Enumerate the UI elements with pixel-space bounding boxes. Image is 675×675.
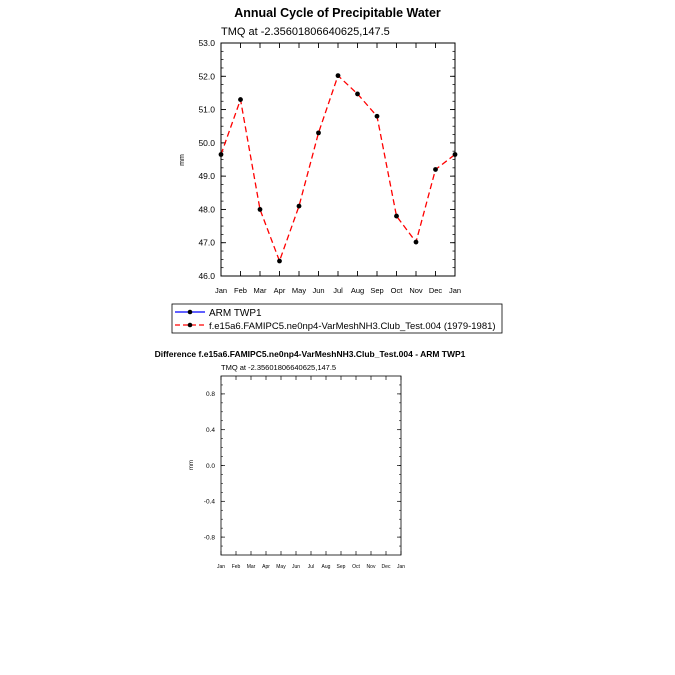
legend-label-model: f.e15a6.FAMIPC5.ne0np4-VarMeshNH3.Club_Test.004 (1979-1981): [209, 321, 496, 332]
difference-chart: [155, 349, 466, 570]
x-tick-label: Aug: [350, 286, 365, 295]
data-point: [297, 204, 302, 209]
y-tick-label: 0.4: [205, 426, 215, 434]
data-point: [394, 214, 399, 219]
data-point: [316, 130, 321, 135]
x-tick-label: Mar: [246, 564, 256, 570]
x-tick-label: Mar: [253, 286, 267, 295]
x-tick-label: Nov: [366, 564, 376, 570]
x-tick-label: Jun: [312, 286, 325, 295]
x-tick-label: Feb: [234, 286, 247, 295]
data-point: [414, 240, 419, 245]
difference-x-tick-labels: [217, 564, 405, 570]
x-tick-label: Feb: [231, 564, 241, 570]
top-series-layer: [219, 73, 458, 263]
x-tick-label: Jul: [333, 286, 343, 295]
x-tick-label: Oct: [390, 286, 403, 295]
y-tick-label: 52.0: [198, 71, 215, 82]
x-tick-label: Jul: [307, 564, 315, 570]
data-point: [238, 97, 243, 102]
y-tick-label: 48.0: [198, 204, 215, 215]
x-tick-label: Jun: [291, 564, 301, 570]
legend-marker-arm-twp1: [188, 310, 193, 315]
top-y-tick-labels: [198, 38, 215, 281]
legend-marker-model: [188, 323, 193, 328]
y-tick-label: 49.0: [198, 171, 215, 182]
x-tick-label: Dec: [381, 564, 391, 570]
top-x-tick-labels: [215, 286, 461, 295]
x-tick-label: Jan: [214, 286, 228, 295]
chart-title: Annual Cycle of Precipitable Water: [234, 6, 441, 20]
x-tick-label: Jan: [448, 286, 462, 295]
x-tick-label: Dec: [428, 286, 443, 295]
x-tick-label: Apr: [262, 564, 270, 570]
data-point: [258, 207, 263, 212]
difference-plot-frame: [221, 376, 401, 555]
series-line: [221, 76, 455, 261]
y-tick-label: -0.8: [203, 534, 215, 542]
difference-axes-ticks: [221, 376, 401, 555]
y-tick-label: 0.8: [205, 391, 215, 399]
y-tick-label: 50.0: [198, 137, 215, 148]
x-tick-label: Aug: [321, 564, 331, 570]
x-tick-label: Nov: [409, 286, 423, 295]
x-tick-label: Jan: [216, 564, 226, 570]
data-point: [336, 73, 341, 78]
x-tick-label: May: [291, 286, 307, 295]
x-tick-label: Apr: [273, 286, 286, 295]
difference-subtitle: TMQ at -2.35601806640625,147.5: [221, 363, 337, 372]
x-tick-label: Jan: [396, 564, 406, 570]
difference-y-axis-label: mm: [189, 460, 195, 470]
chart-subtitle: TMQ at -2.35601806640625,147.5: [221, 26, 390, 38]
y-tick-label: -0.4: [203, 498, 215, 506]
data-point: [433, 167, 438, 172]
data-point: [375, 114, 380, 119]
x-tick-label: Sep: [370, 286, 384, 295]
x-tick-label: Oct: [352, 564, 360, 570]
y-tick-label: 51.0: [198, 104, 215, 115]
legend-label-arm-twp1: ARM TWP1: [209, 308, 262, 319]
data-point: [355, 92, 360, 97]
top-y-axis-label: mm: [179, 154, 186, 166]
difference-y-tick-labels: [204, 391, 216, 541]
legend: [172, 304, 502, 333]
y-tick-label: 0.0: [205, 462, 215, 470]
y-tick-label: 47.0: [198, 237, 215, 248]
difference-title: Difference f.e15a6.FAMIPC5.ne0np4-VarMeshNH3.Club_Test.004 - ARM TWP1: [154, 349, 466, 359]
y-tick-label: 53.0: [198, 37, 215, 48]
x-tick-label: Sep: [336, 564, 346, 570]
data-point: [277, 259, 282, 264]
annual-cycle-chart: [179, 6, 461, 295]
y-tick-label: 46.0: [198, 270, 215, 281]
x-tick-label: May: [276, 564, 286, 570]
